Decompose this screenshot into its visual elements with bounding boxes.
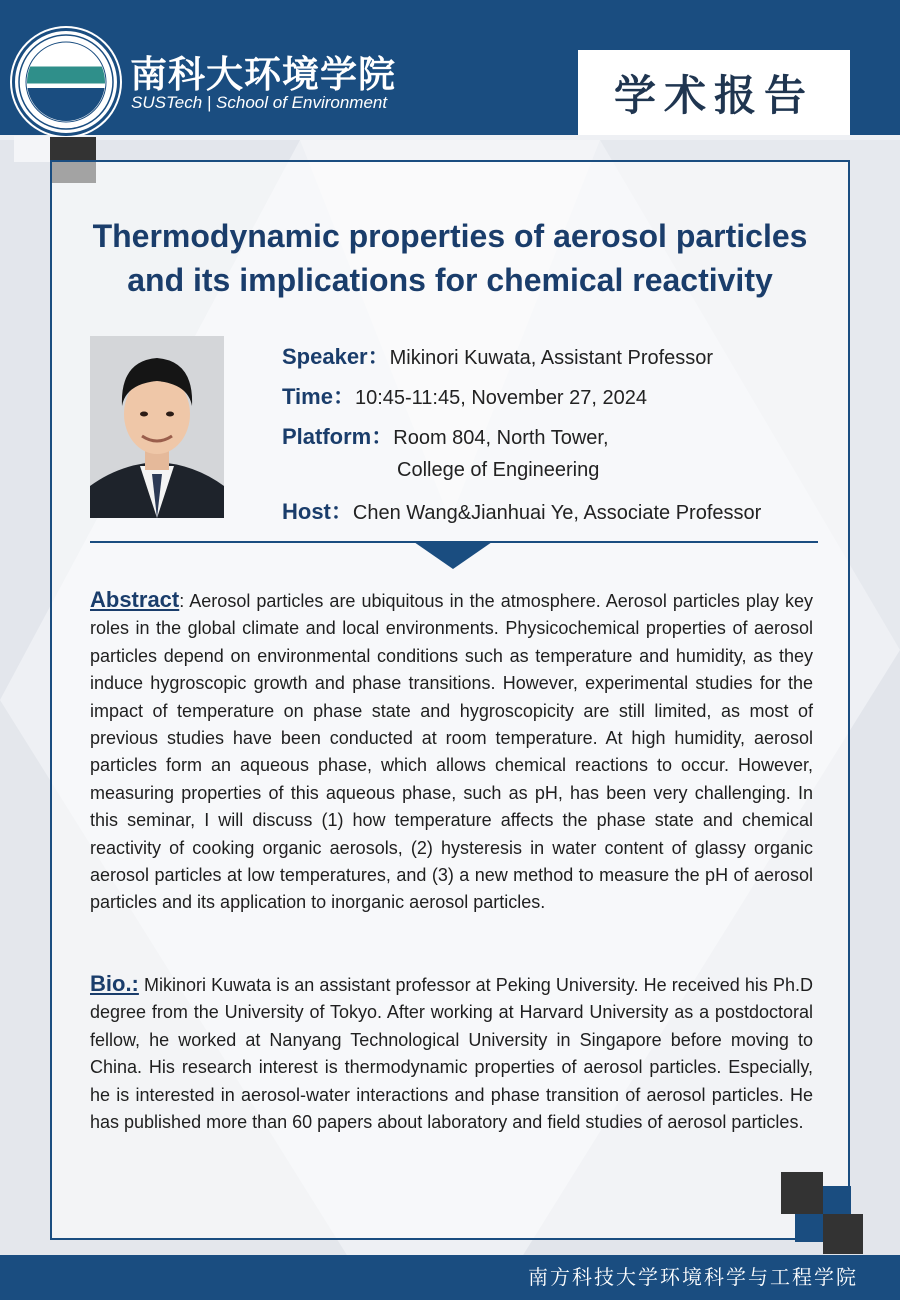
time-row xyxy=(282,380,647,411)
speaker-photo xyxy=(90,336,224,518)
report-label: 学术报告 xyxy=(613,70,814,120)
talk-title: Thermodynamic properties of aerosol particles and its implications for chemical reactivity xyxy=(92,218,808,298)
divider-arrow-icon xyxy=(414,542,492,570)
abstract-text: : Aerosol particles are ubiquitous in the atmosphere. Aerosol particles play key roles in the global climate and local environments. Physicochemical properties of aerosol particles depend on environmental conditions such as temperature and humidity, as they induce hygroscopic growth and phase transitions. However, experimental studies for the impact of temperature on phase state and hygroscopicity are still limited, as most of previous studies have been conducted at room temperature. At high humidity, aerosol particles form an aqueous phase, which allows chemical reactions to occur. However, measuring properties of this aqueous phase, such as pH, has been very challenging. In this seminar, I will discuss (1) how temperature affects the phase state and chemical reactivity of cooking organic aerosols, (2) hysteresis in water content of glassy organic aerosol particles at low temperatures, and (3) a new method to measure the pH of aerosol particles and its application to inorganic aerosol particles. xyxy=(90,591,813,913)
bio-label: Bio.: xyxy=(90,971,139,996)
footer-banner xyxy=(0,1255,900,1300)
platform-value-line-1: Room 804, North Tower, xyxy=(393,427,609,449)
logo-chinese-name: 南科大环境学院 xyxy=(130,52,396,96)
speaker-row xyxy=(282,340,713,371)
host-row xyxy=(282,495,761,526)
speaker-label: Speaker： xyxy=(282,344,390,369)
bio-paragraph xyxy=(90,970,813,1136)
deco-square-dark-bottom-2 xyxy=(823,1214,863,1254)
deco-square-light xyxy=(14,136,50,162)
platform-row-2 xyxy=(397,459,599,482)
platform-value-line-2: College of Engineering xyxy=(397,459,600,481)
footer-text: 南方科技大学环境科学与工程学院 xyxy=(528,1265,858,1289)
host-value: Chen Wang&Jianhuai Ye, Associate Professor xyxy=(352,502,762,524)
deco-square-blue-bottom-2 xyxy=(795,1214,823,1242)
bio-text: Mikinori Kuwata is an assistant professor at Peking University. He received his Ph.D degree from the University of Tokyo. After working at Harvard University as a postdoctoral fellow, he worked at Nanyang Technological University in Singapore before moving to China. His research interest is thermodynamic properties of aerosol particles. Especially, he is interested in aerosol-water interactions and phase transition of aerosol particles. He has published more than 60 papers about laboratory and field studies of aerosol particles. xyxy=(90,975,813,1133)
logo-english-name: SUSTech | School of Environment xyxy=(131,93,388,112)
deco-square-dark-bottom-1 xyxy=(781,1172,823,1214)
speaker-value: Mikinori Kuwata, Assistant Professor xyxy=(389,347,714,369)
host-label: Host： xyxy=(282,499,353,524)
abstract-paragraph xyxy=(90,586,813,917)
platform-label: Platform： xyxy=(282,424,394,449)
time-label: Time： xyxy=(282,384,355,409)
abstract-label: Abstract xyxy=(90,587,180,612)
sustech-logo-icon xyxy=(12,28,120,136)
deco-square-blue-bottom xyxy=(823,1186,851,1214)
platform-row xyxy=(282,420,609,451)
time-value: 10:45-11:45, November 27, 2024 xyxy=(354,387,648,409)
report-label-box xyxy=(578,50,850,135)
